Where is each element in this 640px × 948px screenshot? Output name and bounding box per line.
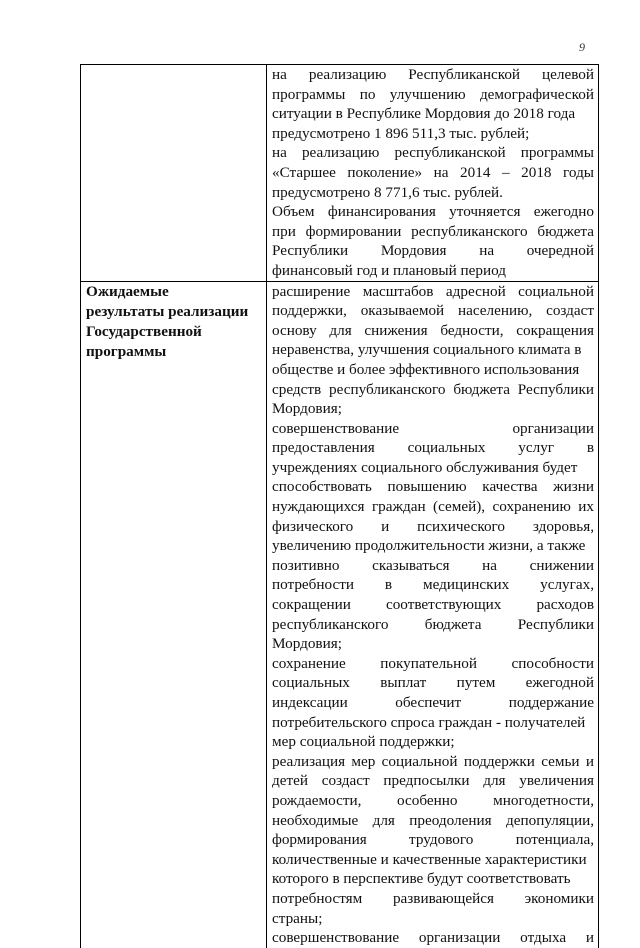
text-line: потребностям развивающейся экономики — [272, 889, 594, 907]
expected-results-label — [81, 282, 266, 362]
text-line: страны; — [272, 909, 323, 927]
text-line: Мордовия; — [272, 635, 342, 653]
text-line: формирования трудового потенциала, — [272, 831, 594, 849]
text-line: на реализацию Республиканской целевой — [272, 66, 594, 83]
text-line: республиканского бюджета Республики — [272, 615, 594, 633]
text-line: реализация мер социальной поддержки семьи и — [272, 752, 594, 770]
text-line: Мордовия; — [272, 400, 342, 418]
table-row-financing — [81, 65, 599, 282]
text-line: Республики Мордовия на очередной — [272, 242, 594, 260]
text-line: поддержки, оказываемой населению, создаст — [272, 302, 594, 320]
label-line: результаты реализации — [86, 302, 249, 320]
expected-results-text — [267, 282, 598, 948]
text-line: предоставления социальных услуг в — [272, 439, 594, 457]
table-row-expected-results — [81, 281, 599, 948]
text-line: финансовый год и плановый период — [272, 261, 506, 279]
label-line: Государственной — [86, 322, 202, 340]
text-line: мер социальной поддержки; — [272, 733, 455, 751]
text-line: рождаемости, особенно многодетности, — [272, 791, 594, 809]
text-line: неравенства, улучшения социального климата в — [272, 341, 582, 359]
text-line: сокращении соответствующих расходов — [272, 596, 594, 614]
text-line: совершенствование организации — [272, 419, 594, 437]
label-line: программы — [86, 342, 167, 360]
text-line: средств республиканского бюджета Республики — [272, 380, 594, 398]
text-line: детей создаст предпосылки для увеличения — [272, 772, 594, 790]
text-line: потребности в медицинских услугах, — [272, 576, 594, 594]
text-line: увеличению продолжительности жизни, а также — [272, 537, 586, 555]
row-content-cell — [267, 281, 599, 948]
row-label-cell — [81, 281, 267, 948]
text-line: при формировании республиканского бюджета — [272, 222, 594, 240]
text-line: совершенствование организации отдыха и — [272, 929, 594, 947]
text-line: способствовать повышению качества жизни — [272, 478, 594, 496]
text-line: потребительского спроса граждан - получателей — [272, 713, 586, 731]
text-line: позитивно сказываться на снижении — [272, 556, 594, 574]
text-line: индексации обеспечит поддержание — [272, 694, 594, 711]
text-line: на реализацию республиканской программы — [272, 144, 594, 162]
text-line: основу для снижения бедности, сокращения — [272, 321, 594, 339]
text-line: учреждениях социального обслуживания будет — [272, 458, 578, 476]
text-line: предусмотрено 1 896 511,3 тыс. рублей; — [272, 124, 530, 142]
row-label-cell — [81, 65, 267, 282]
text-line: социальных выплат путем ежегодной — [272, 674, 594, 692]
row-content-cell — [267, 65, 599, 282]
text-line: «Старшее поколение» на 2014 – 2018 годы — [272, 163, 594, 181]
text-line: предусмотрено 8 771,6 тыс. рублей. — [272, 183, 503, 201]
passport-table — [80, 64, 599, 948]
text-line: расширение масштабов адресной социальной — [272, 282, 594, 300]
financing-text — [267, 65, 598, 281]
text-line: программы по улучшению демографической — [272, 85, 594, 103]
text-line: ситуации в Республике Мордовия до 2018 года — [272, 105, 576, 123]
text-line: сохранение покупательной способности — [272, 654, 594, 672]
text-line: необходимые для преодоления депопуляции, — [272, 811, 594, 829]
text-line: Объем финансирования уточняется ежегодно — [272, 203, 594, 221]
text-line: нуждающихся граждан (семей), сохранению их — [272, 498, 594, 516]
text-line: количественные и качественные характеристики — [272, 850, 587, 868]
label-line: Ожидаемые — [86, 282, 169, 300]
page-number: 9 — [579, 40, 585, 54]
text-line: обществе и более эффективного использования — [272, 360, 580, 378]
text-line: физического и психического здоровья, — [272, 517, 594, 535]
text-line: которого в перспективе будут соответствовать — [272, 870, 571, 888]
